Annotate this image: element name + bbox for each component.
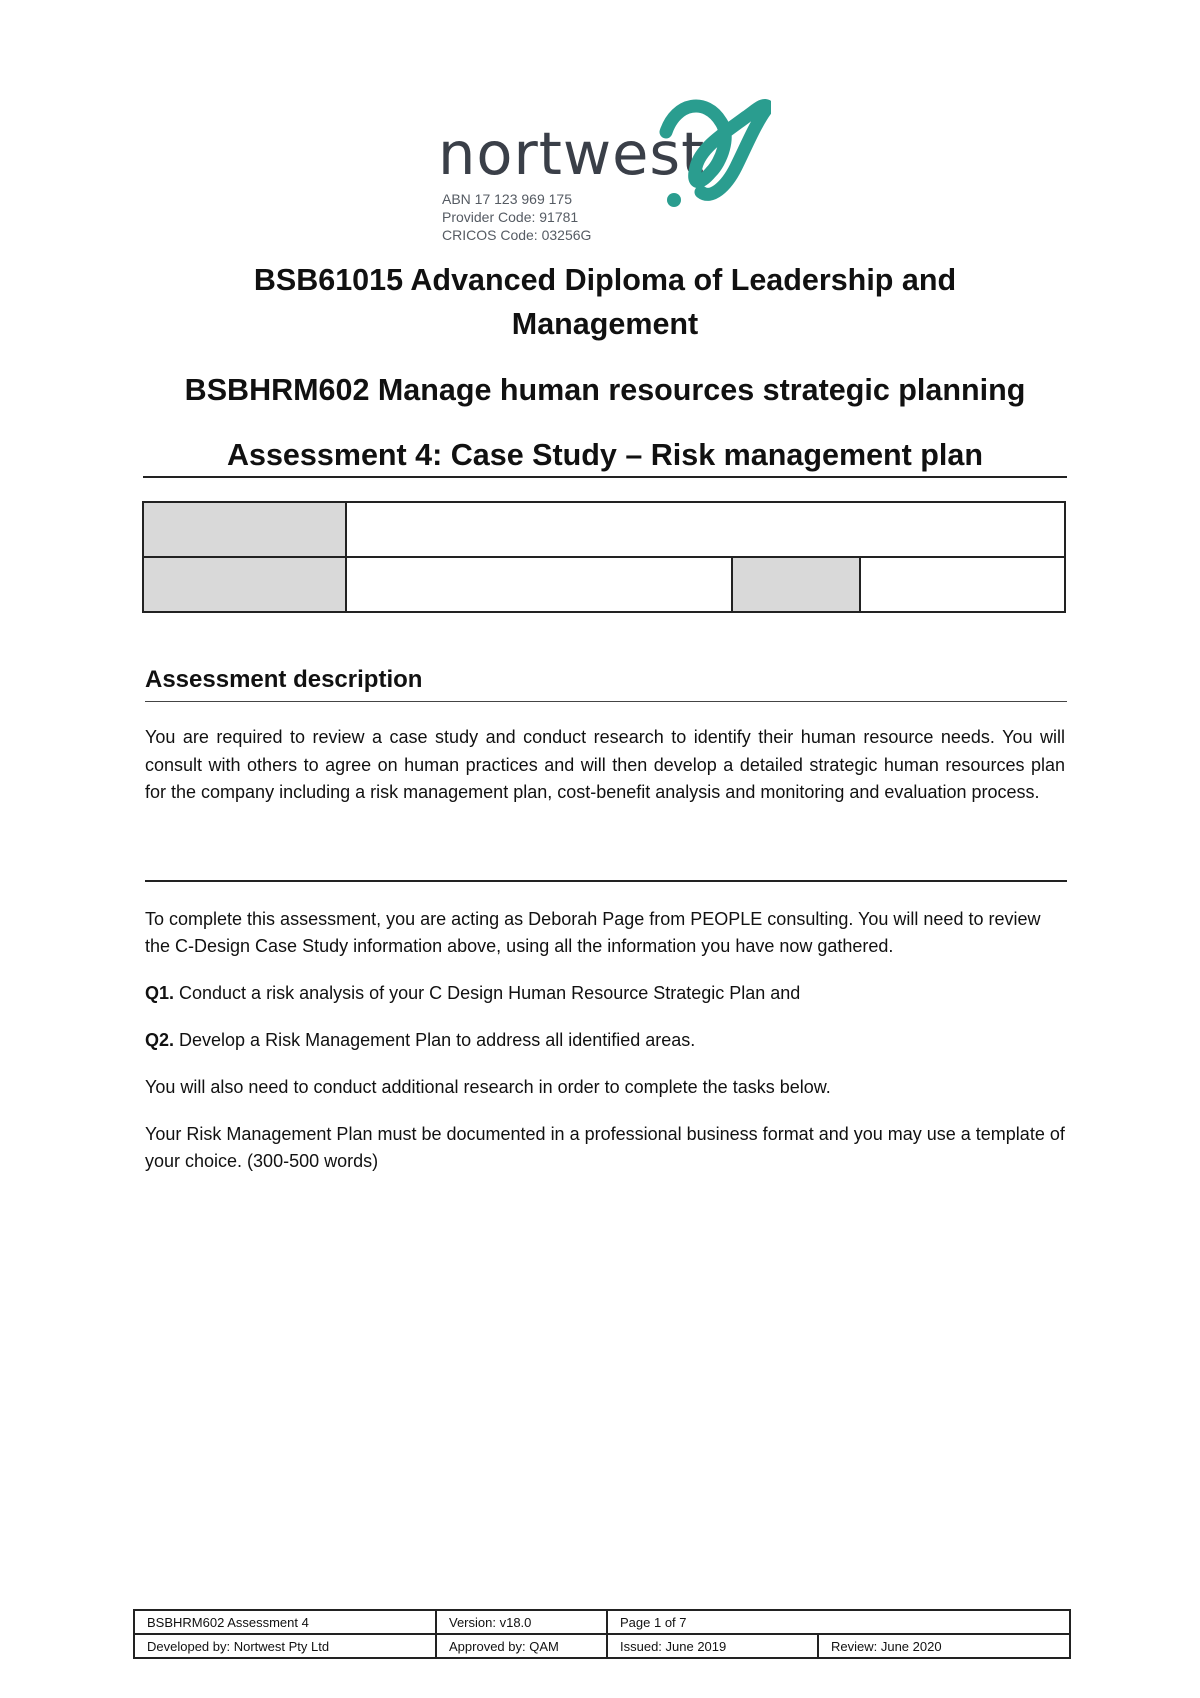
q2-label: Q2. bbox=[145, 1030, 175, 1050]
section-heading: Assessment description bbox=[145, 666, 423, 693]
q2-text: Develop a Risk Management Plan to address all identified areas. bbox=[174, 1030, 696, 1050]
footer-issued: Issued: June 2019 bbox=[607, 1634, 818, 1658]
title-underline bbox=[143, 476, 1067, 478]
footer-doc: BSBHRM602 Assessment 4 bbox=[134, 1610, 436, 1634]
nortwest-logo bbox=[438, 92, 778, 242]
assessment-title: Assessment 4: Case Study – Risk management plan bbox=[226, 438, 983, 472]
unit-title: BSBHRM602 Manage human resources strategic planning bbox=[184, 373, 1026, 407]
info-value-cell[interactable] bbox=[346, 502, 1065, 557]
section-divider bbox=[145, 880, 1067, 882]
info-value-cell[interactable] bbox=[346, 557, 732, 612]
format-paragraph: Your Risk Management Plan must be documented in a professional business format and you may use a template of your choice. (300-500 words) bbox=[145, 1124, 1065, 1171]
footer-developed-by: Developed by: Nortwest Pty Ltd bbox=[134, 1634, 436, 1658]
instructions bbox=[145, 906, 1065, 1195]
assessment-description: You are required to review a case study and conduct research to identify their human resource needs. You will consult with others to agree on human practices and will then develop a detailed strategic human resources plan for the company including a risk management plan, cost-benefit analysis and monitoring and evaluation process. bbox=[145, 727, 1065, 802]
qualification-title-line1: BSB61015 Advanced Diploma of Leadership and bbox=[253, 263, 957, 297]
footer-review: Review: June 2020 bbox=[818, 1634, 1070, 1658]
question-1 bbox=[145, 980, 1065, 1007]
section-underline bbox=[145, 701, 1067, 702]
logo-swoosh-icon bbox=[606, 92, 771, 210]
intro-paragraph: To complete this assessment, you are acting as Deborah Page from PEOPLE consulting. You will need to review the C-Design Case Study information above, using all the information you have now gathered. bbox=[145, 909, 1041, 956]
footer-version: Version: v18.0 bbox=[436, 1610, 607, 1634]
qualification-title bbox=[143, 258, 1067, 346]
info-label-cell bbox=[143, 557, 346, 612]
provider-code-text: Provider Code: 91781 bbox=[442, 209, 579, 225]
research-paragraph: You will also need to conduct additional research in order to complete the tasks below. bbox=[145, 1077, 831, 1097]
question-2 bbox=[145, 1027, 1065, 1054]
document-footer bbox=[133, 1609, 1071, 1659]
logo-wordmark: nortwest bbox=[438, 119, 706, 188]
q1-label: Q1. bbox=[145, 983, 175, 1003]
student-info-table bbox=[142, 501, 1066, 613]
q1-text: Conduct a risk analysis of your C Design Human Resource Strategic Plan and bbox=[174, 983, 801, 1003]
cricos-code-text: CRICOS Code: 03256G bbox=[442, 227, 592, 243]
qualification-title-line2: Management bbox=[511, 307, 699, 341]
info-value-cell[interactable] bbox=[860, 557, 1065, 612]
footer-approved-by: Approved by: QAM bbox=[436, 1634, 607, 1658]
abn-text: ABN 17 123 969 175 bbox=[442, 191, 572, 207]
logo-registration-info bbox=[442, 190, 591, 244]
info-label-cell bbox=[732, 557, 860, 612]
footer-page: Page 1 of 7 bbox=[607, 1610, 1070, 1634]
info-label-cell bbox=[143, 502, 346, 557]
